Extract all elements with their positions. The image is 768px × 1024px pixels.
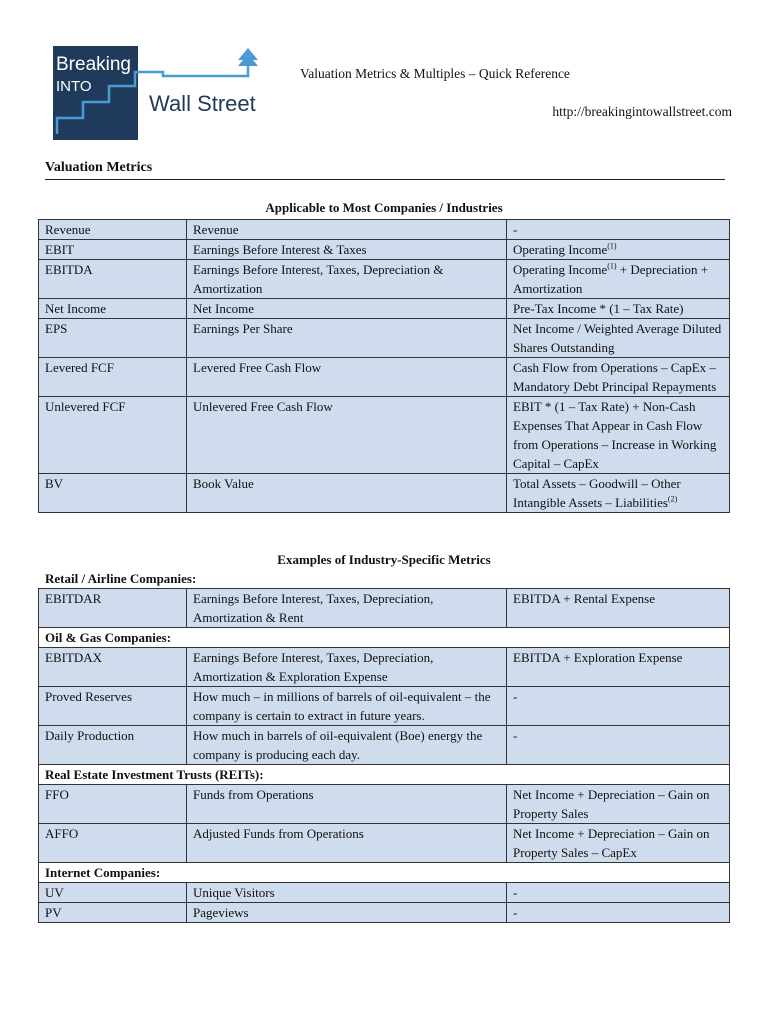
metric-name-cell: Book Value	[187, 474, 507, 513]
table-row	[39, 358, 730, 397]
table1-caption: Applicable to Most Companies / Industries	[265, 200, 503, 215]
formula-text: Net Income + Depreciation – Gain on Property Sales – CapEx	[513, 826, 710, 860]
formula-text: -	[513, 885, 518, 900]
metric-name-cell: How much in barrels of oil-equivalent (Boe) energy the company is producing each day.	[187, 726, 507, 765]
table-row	[39, 726, 730, 765]
table-row	[39, 260, 730, 299]
metric-name-cell: Revenue	[187, 220, 507, 240]
table-row	[39, 240, 730, 260]
section-heading: Valuation Metrics	[45, 160, 725, 180]
group-header: Oil & Gas Companies:	[39, 628, 730, 648]
metric-name-cell: Unlevered Free Cash Flow	[187, 397, 507, 474]
footnote-marker: (1)	[607, 241, 617, 251]
metric-abbr-cell: Unlevered FCF	[39, 397, 187, 474]
metric-name-cell: Net Income	[187, 299, 507, 319]
metric-abbr-cell: BV	[39, 474, 187, 513]
logo-text-breaking: Breaking	[56, 54, 131, 75]
metric-abbr-cell: Daily Production	[39, 726, 187, 765]
group-header-row	[39, 765, 730, 785]
formula-text: -	[513, 689, 518, 704]
formula-text: Operating Income	[513, 242, 608, 257]
metric-name-cell: Pageviews	[187, 903, 507, 923]
table-row	[39, 785, 730, 824]
metric-name-cell: Funds from Operations	[187, 785, 507, 824]
document-title: Valuation Metrics & Multiples – Quick Reference	[300, 66, 570, 81]
metric-abbr-cell: EBITDAX	[39, 648, 187, 687]
metric-abbr-cell: FFO	[39, 785, 187, 824]
group-header: Real Estate Investment Trusts (REITs):	[39, 765, 730, 785]
formula-text: -	[513, 905, 518, 920]
formula-cell	[507, 687, 730, 726]
formula-text-tail: + Depreciation + Amortization	[513, 262, 709, 296]
formula-cell	[507, 903, 730, 923]
metric-name-cell: How much – in millions of barrels of oil-equivalent – the company is certain to extract in future years.	[187, 687, 507, 726]
table-row	[39, 319, 730, 358]
group-header-row	[39, 628, 730, 648]
table-row	[39, 220, 730, 240]
table-row	[39, 903, 730, 923]
metric-abbr-cell: Levered FCF	[39, 358, 187, 397]
formula-cell	[507, 397, 730, 474]
table-row	[39, 648, 730, 687]
formula-cell	[507, 726, 730, 765]
metric-abbr-cell: EPS	[39, 319, 187, 358]
metric-name-cell: Earnings Before Interest, Taxes, Depreciation, Amortization & Rent	[187, 589, 507, 628]
table-row	[39, 299, 730, 319]
formula-text: Total Assets – Goodwill – Other Intangible Assets – Liabilities	[513, 476, 681, 510]
metric-abbr-cell: Net Income	[39, 299, 187, 319]
formula-cell	[507, 240, 730, 260]
formula-text: -	[513, 222, 518, 237]
formula-text: Net Income / Weighted Average Diluted Shares Outstanding	[513, 321, 722, 355]
group-header-row	[39, 863, 730, 883]
formula-cell	[507, 319, 730, 358]
formula-cell	[507, 299, 730, 319]
logo-text-into: INTO	[56, 78, 92, 95]
formula-cell	[507, 648, 730, 687]
metric-name-cell: Earnings Per Share	[187, 319, 507, 358]
metric-abbr-cell: PV	[39, 903, 187, 923]
table-row	[39, 474, 730, 513]
formula-cell	[507, 824, 730, 863]
metric-name-cell: Earnings Before Interest, Taxes, Depreciation & Amortization	[187, 260, 507, 299]
formula-cell	[507, 589, 730, 628]
metric-abbr-cell: AFFO	[39, 824, 187, 863]
table-row	[39, 824, 730, 863]
table-row	[39, 589, 730, 628]
metric-abbr-cell: EBITDAR	[39, 589, 187, 628]
table2-caption: Examples of Industry-Specific Metrics	[277, 552, 491, 567]
metric-name-cell: Levered Free Cash Flow	[187, 358, 507, 397]
metric-abbr-cell: EBITDA	[39, 260, 187, 299]
logo-text-wall-street: Wall Street	[149, 91, 256, 116]
formula-text: -	[513, 728, 518, 743]
metric-abbr-cell: EBIT	[39, 240, 187, 260]
metric-abbr-cell: Proved Reserves	[39, 687, 187, 726]
group-header: Internet Companies:	[39, 863, 730, 883]
metric-name-cell: Adjusted Funds from Operations	[187, 824, 507, 863]
group-retail-label: Retail / Airline Companies:	[45, 571, 197, 586]
metric-name-cell: Earnings Before Interest, Taxes, Depreciation, Amortization & Exploration Expense	[187, 648, 507, 687]
formula-text: EBIT * (1 – Tax Rate) + Non-Cash Expenses That Appear in Cash Flow from Operations – Increase in Working Capital – CapEx	[513, 399, 717, 471]
formula-text: Pre-Tax Income * (1 – Tax Rate)	[513, 301, 684, 316]
formula-text: EBITDA + Exploration Expense	[513, 650, 683, 665]
footnote-marker: (1)	[607, 261, 617, 271]
table-row	[39, 883, 730, 903]
formula-text: Net Income + Depreciation – Gain on Property Sales	[513, 787, 710, 821]
logo	[53, 46, 273, 140]
formula-text: Cash Flow from Operations – CapEx – Mandatory Debt Principal Repayments	[513, 360, 717, 394]
table-row	[39, 687, 730, 726]
formula-cell	[507, 260, 730, 299]
metric-name-cell: Earnings Before Interest & Taxes	[187, 240, 507, 260]
general-metrics-table	[38, 219, 730, 513]
formula-cell	[507, 883, 730, 903]
formula-cell	[507, 358, 730, 397]
table-row	[39, 397, 730, 474]
footnote-marker: (2)	[667, 494, 678, 504]
metric-abbr-cell: UV	[39, 883, 187, 903]
formula-cell	[507, 785, 730, 824]
formula-cell	[507, 220, 730, 240]
formula-text: Operating Income	[513, 262, 608, 277]
industry-metrics-table	[38, 588, 730, 923]
metric-abbr-cell: Revenue	[39, 220, 187, 240]
formula-text: EBITDA + Rental Expense	[513, 591, 655, 606]
website-url[interactable]: http://breakingintowallstreet.com	[552, 104, 732, 119]
metric-name-cell: Unique Visitors	[187, 883, 507, 903]
formula-cell	[507, 474, 730, 513]
